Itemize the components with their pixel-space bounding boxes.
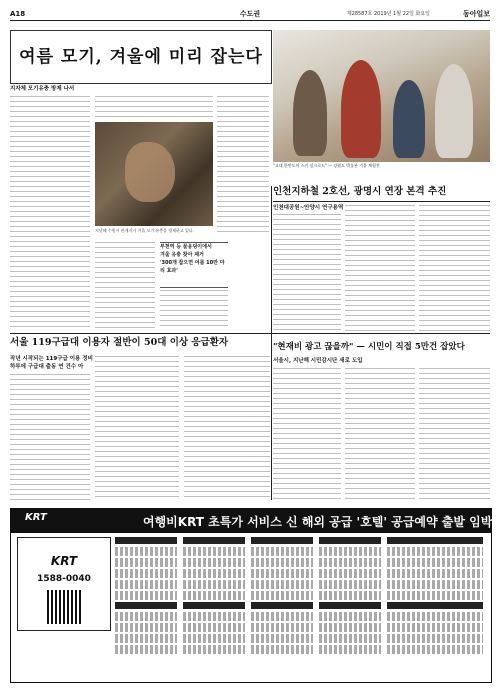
subway-subhead: 인천대공원~안양시 연구용역 — [273, 205, 344, 211]
body-text — [419, 205, 490, 332]
ad-phone: 1588-0040 — [37, 574, 91, 584]
pullquote-line: 부천역 등 물웅덩이에서 — [160, 244, 212, 250]
seoul-119-subhead-2: 하루에 구급대 출동 연 건수 아 — [10, 364, 84, 370]
body-text — [273, 368, 341, 500]
mosquito-subhead: 지자체 모기유충 방제 나서 — [10, 86, 75, 92]
body-text — [160, 290, 228, 330]
body-text — [184, 356, 270, 500]
travel-advertisement — [10, 508, 492, 683]
masthead-bar — [10, 8, 490, 21]
newspaper-name: 동아일보 — [462, 9, 490, 18]
mosquito-headline: 여름 모기, 겨울에 미리 잡는다 — [19, 47, 263, 67]
body-text — [345, 205, 415, 332]
ad-tagline: 여행비KRT 초특가 서비스 신 해외 공급 '호텔' 공급예약 출발 임박 — [143, 515, 493, 529]
ad-listing-column — [251, 537, 313, 677]
body-text — [217, 96, 269, 236]
body-text — [95, 242, 155, 330]
ad-logo: KRT — [50, 554, 78, 568]
page-number: A18 — [10, 10, 26, 18]
ad-listing-column — [387, 537, 483, 677]
body-text — [10, 374, 90, 500]
seoul-119-subhead: 작년 시작되는 119구급 이용 정비 — [10, 356, 93, 362]
divider — [10, 333, 490, 334]
exhibition-caption: "고대 한반도의 스키 실크로드" — 강원도 박물관 겨울 체험전 — [273, 163, 380, 168]
body-text — [419, 368, 490, 500]
body-text — [345, 368, 415, 500]
ad-banner — [11, 509, 491, 533]
pullquote-line: 겨울 유충 찾아 제거 — [160, 252, 204, 258]
exhibition-photo — [273, 30, 490, 162]
ad-contact-box — [17, 537, 111, 631]
date-line: 제28587호 2019년 1월 22일 화요일 — [346, 11, 430, 17]
ad-monitor-headline: "현재비 광고 끊을까" — 시민이 직접 5만건 잡았다 — [273, 342, 465, 352]
mosquito-headline-box — [10, 30, 272, 84]
ad-monitor-subhead: 서울시, 지난해 시민감시단 새로 도입 — [273, 358, 363, 364]
subway-headline: 인천지하철 2호선, 광명시 연장 본격 추진 — [273, 186, 447, 197]
body-text — [95, 356, 179, 500]
section-title: 수도권 — [239, 10, 261, 18]
qr-code-icon — [47, 590, 81, 624]
photo-caption: 지난해 수원시 관계자가 겨울 모기 유충을 방제하고 있다. — [95, 228, 195, 233]
body-text — [10, 96, 90, 330]
body-text — [273, 214, 341, 332]
mosquito-photo — [95, 122, 213, 226]
ad-listing-column — [183, 537, 245, 677]
ad-listing-column — [115, 537, 177, 677]
body-text — [95, 96, 213, 120]
ad-brand: KRT — [25, 512, 47, 523]
pullquote-line: '300개 잡으면 여름 10만 마리 효과' — [160, 260, 225, 274]
pullquote — [160, 242, 228, 288]
divider — [273, 201, 490, 202]
ad-listing-column — [319, 537, 381, 677]
seoul-119-headline: 서울 119구급대 이용자 절반이 50대 이상 응급환자 — [10, 337, 229, 348]
column-rule — [271, 186, 272, 500]
